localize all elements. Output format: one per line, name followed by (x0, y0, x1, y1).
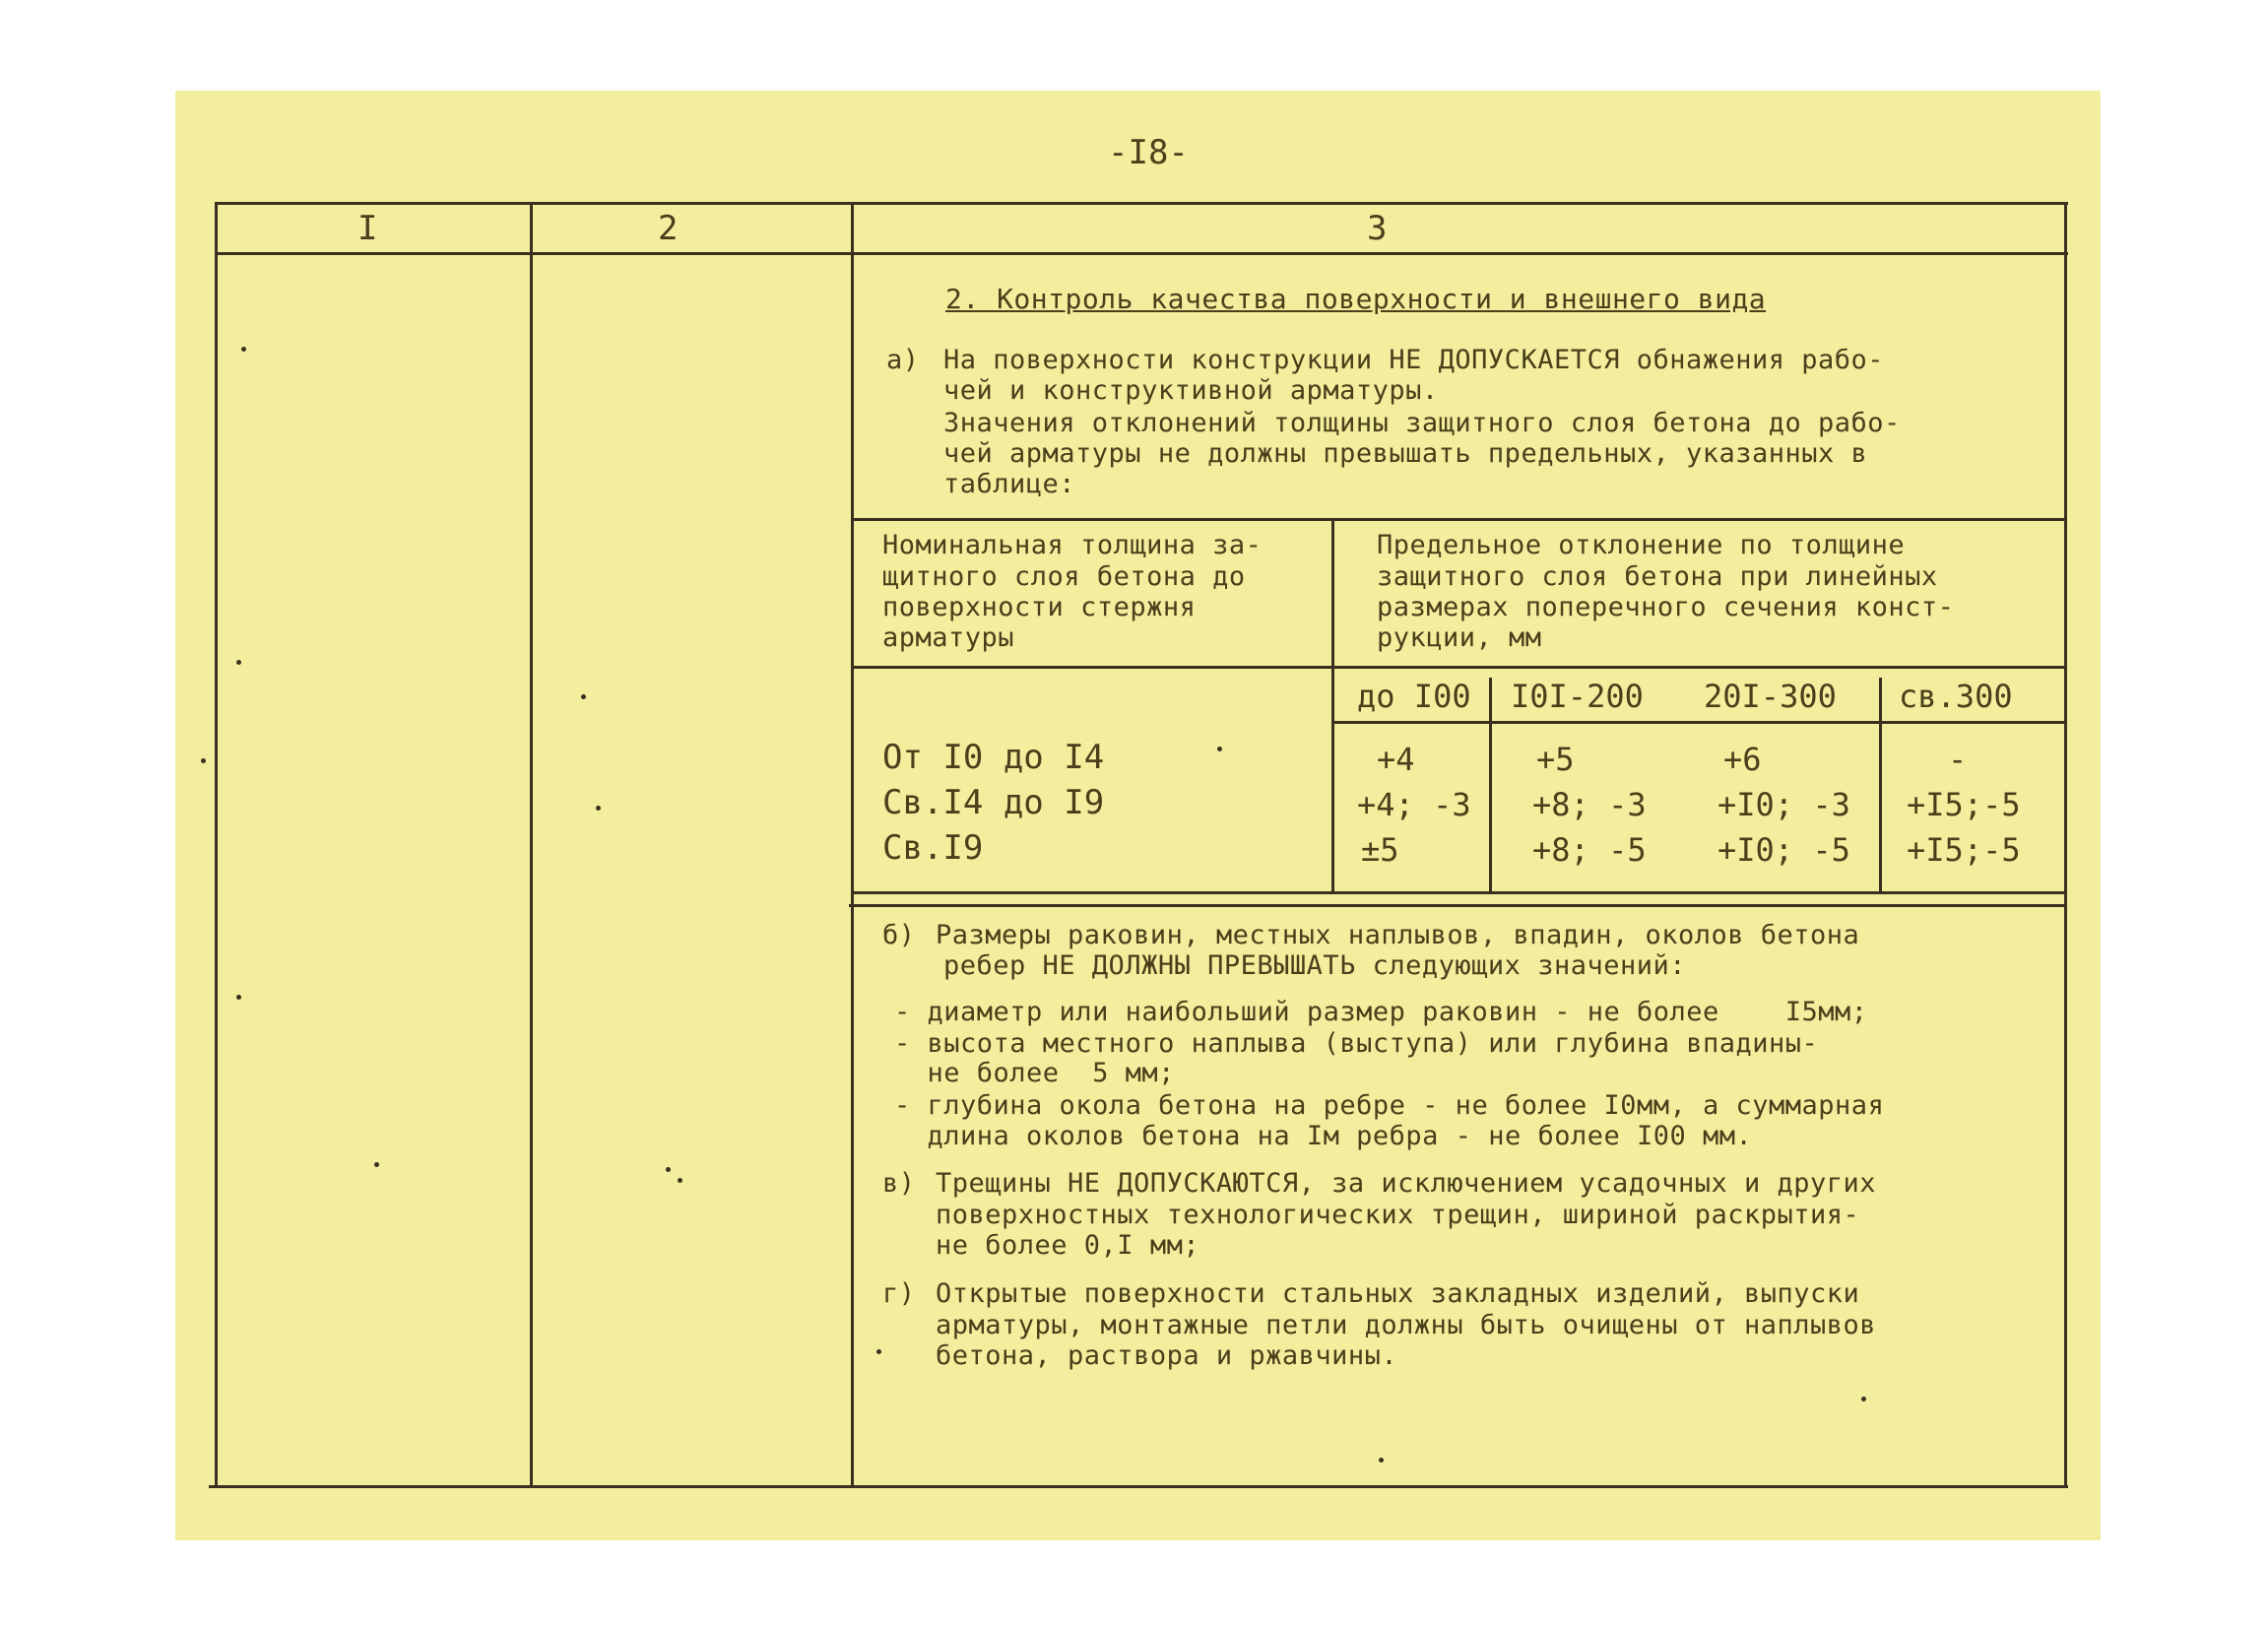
column-divider-1 (530, 202, 533, 1488)
lower-section-top-border (849, 904, 2064, 907)
column-header-2: 2 (658, 209, 679, 248)
item-v-marker: в) (882, 1168, 916, 1199)
column-divider-2 (851, 202, 854, 1488)
inner-table-divider-b (1879, 678, 1882, 892)
scan-speck (666, 1167, 671, 1172)
scan-speck (1217, 747, 1222, 751)
item-a-line-2: чей и конструктивной арматуры. (943, 375, 1439, 406)
inner-table-top-border (853, 518, 2064, 521)
table-cell: +I0; -5 (1717, 831, 1850, 869)
inner-left-header-line-3: поверхности стержня (882, 592, 1197, 622)
scan-speck (374, 1162, 379, 1167)
item-g-line-1: Открытые поверхности стальных закладных изделий, выпуски (936, 1278, 1860, 1309)
inner-right-header-line-1: Предельное отклонение по толщине (1377, 530, 1906, 560)
item-b-bullet-3-line-2: длина околов бетона на Iм ребра - не более I00 мм. (894, 1121, 1753, 1151)
table-right-border (2064, 202, 2067, 1488)
inner-table-label-divider (1331, 518, 1334, 892)
inner-table-divider-a (1489, 678, 1492, 892)
item-a-line-3: Значения отклонений толщины защитного слоя бетона до рабо- (943, 408, 1901, 438)
item-g-marker: г) (882, 1278, 916, 1309)
scan-speck (581, 694, 586, 699)
scan-speck (1861, 1397, 1866, 1401)
table-cell: +6 (1723, 741, 1762, 778)
inner-left-header-line-4: арматуры (882, 622, 1015, 653)
subheader-1: до I00 (1357, 678, 1471, 715)
table-top-border (217, 202, 2068, 205)
item-a-line-5: таблице: (943, 469, 1076, 499)
inner-table-header-border (853, 666, 2064, 669)
item-v-line-3: не более 0,I мм; (936, 1230, 1200, 1261)
scan-speck (678, 1178, 682, 1183)
scan-speck (241, 347, 246, 352)
item-g-line-3: бетона, раствора и ржавчины. (936, 1340, 1398, 1371)
table-cell: +I5;-5 (1907, 786, 2021, 823)
table-cell: +I5;-5 (1907, 831, 2021, 869)
table-cell: +4; -3 (1357, 786, 1471, 823)
item-b-line-1: Размеры раковин, местных наплывов, впадин, околов бетона (936, 920, 1860, 950)
item-v-line-2: поверхностных технологических трещин, шириной раскрытия- (936, 1200, 1860, 1230)
subheader-4: св.300 (1899, 678, 2013, 715)
column-header-1: I (357, 209, 378, 248)
table-cell: +5 (1536, 741, 1575, 778)
inner-right-header-line-2: защитного слоя бетона при линейных (1377, 561, 1938, 592)
item-b-bullet-2-line-1: - высота местного наплыва (выступа) или глубина впадины- (894, 1028, 1819, 1059)
subheader-3: 20I-300 (1704, 678, 1837, 715)
row-label-3: Св.I9 (882, 828, 984, 868)
table-left-border (215, 202, 218, 1488)
section-title: 2. Контроль качества поверхности и внешнего вида (945, 283, 1767, 315)
row-label-2: Св.I4 до I9 (882, 783, 1105, 822)
column-header-3: 3 (1367, 209, 1388, 248)
scan-speck (236, 995, 241, 1000)
item-a-line-1: На поверхности конструкции НЕ ДОПУСКАЕТСЯ обнажения рабо- (943, 345, 1885, 375)
item-b-bullet-1: - диаметр или наибольший размер раковин - не более I5мм; (894, 997, 1868, 1027)
scan-speck (596, 806, 601, 811)
inner-right-header-line-4: рукции, мм (1377, 622, 1542, 653)
table-cell: +8; -5 (1532, 831, 1647, 869)
header-bottom-border (217, 252, 2068, 255)
scan-speck (1379, 1458, 1384, 1463)
scan-speck (876, 1349, 881, 1354)
scan-speck (201, 758, 206, 763)
row-label-1: От I0 до I4 (882, 738, 1105, 777)
inner-right-header-line-3: размерах поперечного сечения конст- (1377, 592, 1955, 622)
item-b-bullet-2-line-2: не более 5 мм; (894, 1058, 1175, 1088)
table-cell: +4 (1377, 741, 1415, 778)
item-a-line-4: чей арматуры не должны превышать предельных, указанных в (943, 438, 1868, 469)
item-b-line-2: ребер НЕ ДОЛЖНЫ ПРЕВЫШАТЬ следующих значений: (943, 950, 1686, 981)
subheader-2: I0I-200 (1511, 678, 1644, 715)
table-cell: +8; -3 (1532, 786, 1647, 823)
table-bottom-border (209, 1485, 2068, 1488)
item-b-bullet-3-line-1: - глубина окола бетона на ребре - не более I0мм, а суммарная (894, 1090, 1885, 1121)
item-g-line-2: арматуры, монтажные петли должны быть очищены от наплывов (936, 1310, 1877, 1340)
inner-table-subheader-border (1331, 721, 2064, 724)
item-b-marker: б) (882, 920, 916, 950)
table-cell: +I0; -3 (1717, 786, 1850, 823)
inner-table-bottom-border (853, 891, 2064, 894)
scan-speck (236, 660, 241, 665)
table-cell: - (1948, 741, 1968, 778)
inner-left-header-line-2: щитного слоя бетона до (882, 561, 1246, 592)
item-a-marker: а) (886, 345, 920, 375)
inner-left-header-line-1: Номинальная толщина за- (882, 530, 1263, 560)
table-cell: ±5 (1361, 831, 1399, 869)
page-number: -I8- (1108, 133, 1189, 172)
item-v-line-1: Трещины НЕ ДОПУСКАЮТСЯ, за исключением усадочных и других (936, 1168, 1877, 1199)
